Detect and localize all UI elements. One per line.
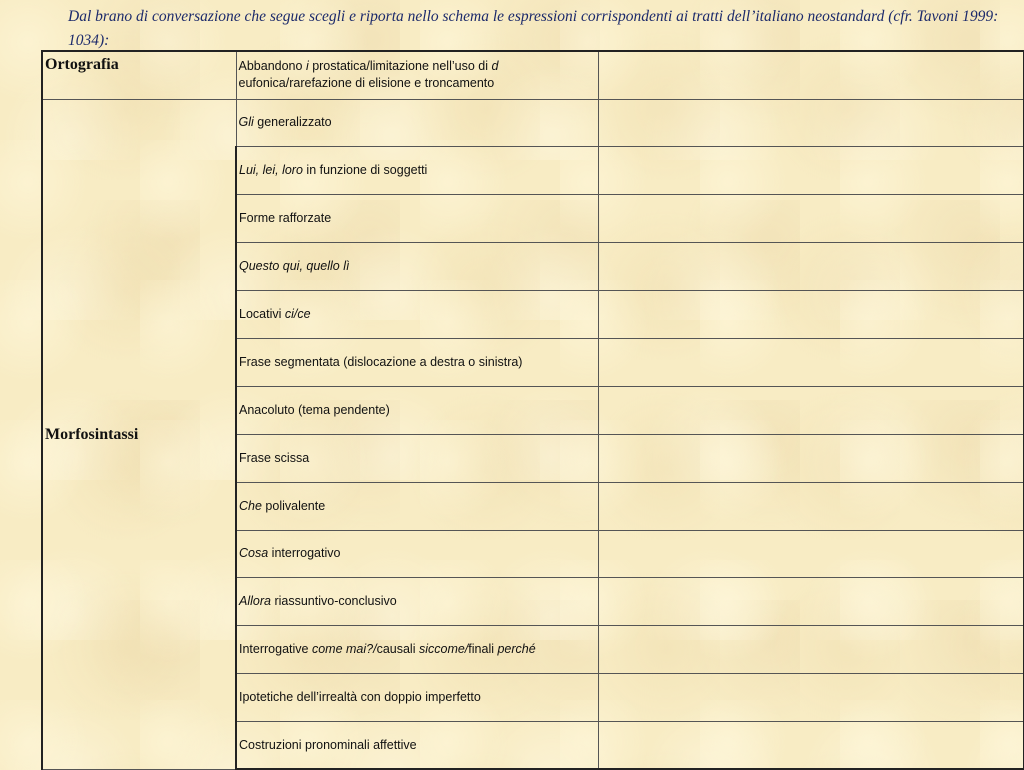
- feature-label-part: siccome/: [418, 642, 469, 657]
- answer-cell[interactable]: [598, 578, 1024, 626]
- feature-label: [236, 99, 598, 147]
- feature-label-part: Frase segmentata (dislocazione a destra o sinistra): [239, 354, 523, 369]
- features-table: [41, 50, 1024, 770]
- feature-label-part: Cosa: [239, 546, 269, 561]
- feature-label: [236, 147, 598, 195]
- feature-label-part: i: [305, 59, 309, 74]
- feature-label-part: eufonica/rarefazione di elisione e troncamento: [238, 76, 495, 91]
- feature-label: [236, 482, 598, 530]
- answer-cell[interactable]: [598, 99, 1024, 147]
- feature-label-part: Questo qui, quello lì: [239, 259, 350, 274]
- feature-label-part: prostatica/limitazione nell’uso di: [308, 59, 492, 74]
- feature-label-part: come mai?/: [311, 642, 377, 657]
- answer-cell[interactable]: [598, 51, 1024, 99]
- table-row: [42, 99, 1024, 147]
- answer-cell[interactable]: [598, 626, 1024, 674]
- feature-label-part: perché: [497, 642, 536, 657]
- feature-label-part: Locativi: [239, 307, 285, 321]
- answer-cell[interactable]: [598, 338, 1024, 386]
- exercise-instructions: Dal brano di conversazione che segue scegli e riporta nello schema le espressioni corrispondenti ai tratti dell’italiano neostandard (cfr. Tavoni 1999: 1034):: [68, 8, 999, 49]
- feature-label: [236, 674, 598, 722]
- feature-label-part: ci/ce: [284, 307, 311, 321]
- feature-label-part: interrogativo: [268, 546, 341, 561]
- feature-label: [236, 530, 598, 578]
- feature-label: [236, 338, 598, 386]
- category-morfosintassi: Morfosintassi: [42, 99, 236, 769]
- table-row: [42, 51, 1024, 99]
- feature-label-part: Anacoluto (tema pendente): [239, 402, 390, 417]
- feature-label-part: in funzione di soggetti: [302, 163, 428, 178]
- answer-cell[interactable]: [598, 243, 1024, 291]
- answer-cell[interactable]: [598, 674, 1024, 722]
- answer-cell[interactable]: [598, 530, 1024, 578]
- feature-label-part: finali: [468, 642, 498, 657]
- answer-cell[interactable]: [598, 482, 1024, 530]
- feature-label-part: riassuntivo-conclusivo: [270, 594, 397, 609]
- feature-label: [236, 291, 598, 339]
- feature-label-part: d: [491, 59, 499, 74]
- feature-label-part: Allora: [239, 594, 271, 609]
- category-ortografia: Ortografia: [42, 51, 236, 99]
- feature-label-part: Ipotetiche dell’irrealtà con doppio imperfetto: [239, 690, 481, 705]
- answer-cell[interactable]: [598, 195, 1024, 243]
- answer-cell[interactable]: [598, 434, 1024, 482]
- feature-label-part: polivalente: [261, 498, 326, 513]
- feature-label: [236, 195, 598, 243]
- answer-cell[interactable]: [598, 722, 1024, 770]
- feature-label-part: Interrogative: [239, 642, 312, 657]
- feature-label: [236, 578, 598, 626]
- feature-label-part: Gli: [238, 115, 254, 130]
- feature-label-part: Costruzioni pronominali affettive: [239, 737, 417, 752]
- feature-label-part: Forme rafforzate: [239, 211, 332, 226]
- feature-label-part: Che: [239, 498, 262, 513]
- answer-cell[interactable]: [598, 291, 1024, 339]
- feature-label-part: causali: [376, 642, 419, 657]
- feature-label-part: Frase scissa: [239, 450, 310, 465]
- answer-cell[interactable]: [598, 147, 1024, 195]
- feature-label: [236, 722, 598, 770]
- answer-cell[interactable]: [598, 386, 1024, 434]
- feature-label: [236, 51, 598, 99]
- feature-label-part: Lui, lei, loro: [239, 163, 303, 178]
- feature-label: [236, 386, 598, 434]
- feature-label: [236, 626, 598, 674]
- feature-label: [236, 243, 598, 291]
- feature-label-part: generalizzato: [253, 115, 332, 130]
- feature-label: [236, 434, 598, 482]
- feature-label-part: Abbandono: [238, 59, 306, 74]
